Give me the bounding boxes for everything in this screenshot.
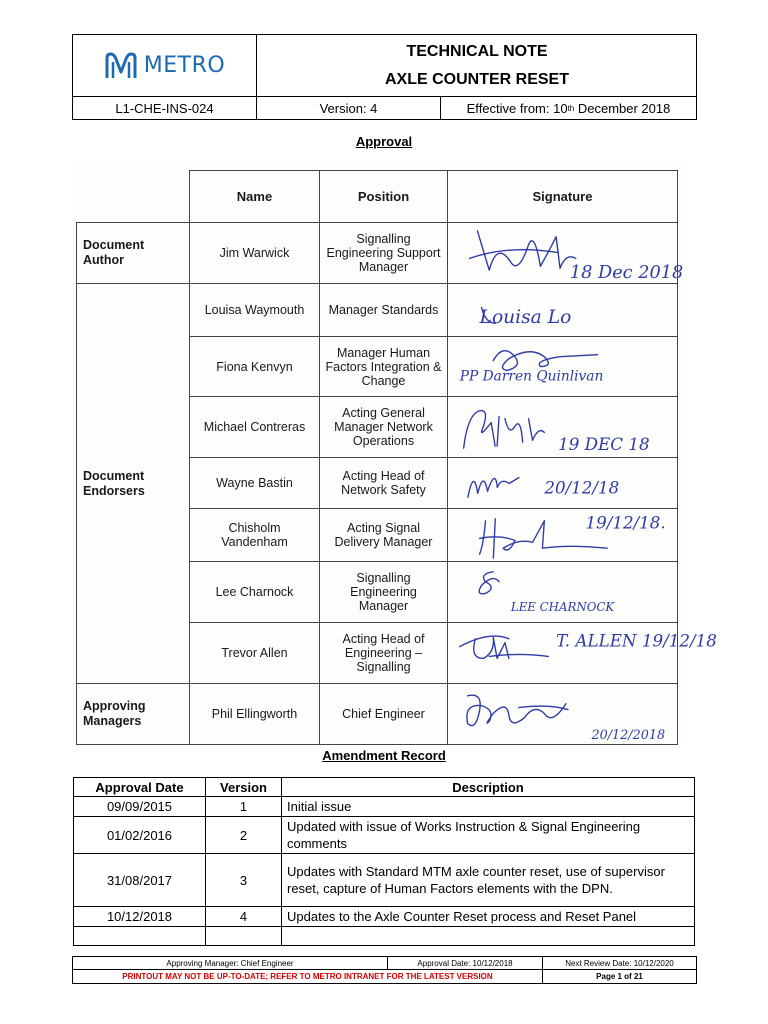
handwritten-signature [448, 458, 678, 508]
signature-text: LEE CHARNOCK [510, 600, 615, 615]
approval-row [77, 223, 678, 284]
amendment-version: 1 [206, 797, 282, 817]
table-row [74, 817, 695, 854]
amendment-header-row [74, 778, 695, 797]
amendment-date [74, 927, 206, 946]
col-signature-header: Signature [448, 171, 678, 223]
approval-row [77, 284, 678, 337]
amendment-date: 09/09/2015 [74, 797, 206, 817]
signature-date: 19/12/18. [585, 513, 666, 533]
handwritten-signature [448, 223, 684, 284]
signature-cell [448, 562, 678, 623]
signature-cell [448, 458, 678, 509]
col-approval-date-header: Approval Date [74, 778, 206, 797]
signatory-position: Acting General Manager Network Operations [320, 397, 448, 458]
signature-cell [448, 397, 678, 458]
title-line-1: TECHNICAL NOTE [406, 42, 548, 60]
signatory-position: Manager Human Factors Integration & Change [320, 337, 448, 397]
metro-logo [73, 35, 257, 96]
logo-wordmark: METRO [143, 53, 226, 78]
document-meta-row [73, 96, 696, 120]
signature-cell [448, 509, 678, 562]
footer-approval-date: Approval Date: 10/12/2018 [388, 957, 543, 969]
effective-date-prefix: Effective from: 10 [466, 101, 568, 116]
signatory-name: Jim Warwick [190, 223, 320, 284]
table-row [74, 854, 695, 907]
signature-cell [448, 223, 684, 284]
signatory-position: Chief Engineer [320, 684, 448, 745]
amendment-date: 31/08/2017 [74, 854, 206, 907]
amendment-version [206, 927, 282, 946]
amendment-version: 2 [206, 817, 282, 854]
document-id: L1-CHE-INS-024 [73, 97, 257, 120]
col-description-header: Description [282, 778, 695, 797]
effective-date-suffix: December 2018 [574, 101, 671, 116]
signatory-position: Manager Standards [320, 284, 448, 337]
signature-text: Louisa Lo [479, 307, 572, 329]
amendment-description: Initial issue [282, 797, 695, 817]
footer-warning-row [73, 970, 696, 983]
signatory-name: Phil Ellingworth [190, 684, 320, 745]
approval-header-row [77, 171, 678, 223]
signature-cell [448, 337, 678, 397]
handwritten-signature [448, 509, 678, 561]
document-footer [72, 956, 697, 984]
effective-date: Effective from: 10 th December 2018 [466, 101, 671, 116]
signatory-position: Acting Head of Network Safety [320, 458, 448, 509]
footer-meta-row [73, 957, 696, 970]
amendment-date: 10/12/2018 [74, 907, 206, 927]
col-position-header: Position [320, 171, 448, 223]
approval-table [76, 170, 717, 745]
signature-cell [448, 684, 678, 745]
approval-scan [76, 163, 717, 744]
signatory-name: Louisa Waymouth [190, 284, 320, 337]
signatory-name: Trevor Allen [190, 623, 320, 684]
signature-text: T. ALLEN 19/12/18 [556, 630, 717, 651]
document-version: Version: 4 [257, 97, 441, 120]
signature-date: 20/12/2018 [591, 728, 666, 744]
signatory-position: Signalling Engineering Support Manager [320, 223, 448, 284]
signature-cell [448, 623, 717, 684]
amendment-heading: Amendment Record [322, 748, 446, 763]
document-header [72, 34, 697, 120]
signature-date: 18 Dec 2018 [569, 263, 684, 284]
signatory-position: Signalling Engineering Manager [320, 562, 448, 623]
signatory-position: Acting Head of Engineering – Signalling [320, 623, 448, 684]
group-document-author: Document Author [77, 223, 190, 284]
amendment-description [282, 927, 695, 946]
amendment-version: 4 [206, 907, 282, 927]
handwritten-signature [448, 397, 678, 457]
group-document-endorsers: Document Endorsers [77, 284, 190, 684]
table-row [74, 907, 695, 927]
document-title [257, 35, 697, 96]
group-approving-managers: Approving Managers [77, 684, 190, 745]
amendment-description: Updates to the Axle Counter Reset process and Reset Panel [282, 907, 695, 927]
signature-cell [448, 284, 678, 337]
amendment-date: 01/02/2016 [74, 817, 206, 854]
signature-date: 19 DEC 18 [558, 434, 650, 455]
amendment-table [73, 777, 695, 946]
signatory-name: Michael Contreras [190, 397, 320, 458]
handwritten-signature [448, 623, 717, 683]
handwritten-signature [448, 562, 678, 622]
signatory-name: Wayne Bastin [190, 458, 320, 509]
page-number: Page 1 of 21 [596, 972, 643, 981]
col-version-header: Version [206, 778, 282, 797]
table-row [74, 927, 695, 946]
signatory-name: Fiona Kenvyn [190, 337, 320, 397]
table-row [74, 797, 695, 817]
footer-printout-warning: PRINTOUT MAY NOT BE UP-TO-DATE; REFER TO METRO INTRANET FOR THE LATEST VERSION [73, 970, 543, 983]
amendment-description: Updates with Standard MTM axle counter reset, use of supervisor reset, capture of Human Factors elements with the DPN. [282, 854, 695, 907]
approval-row [77, 684, 678, 745]
handwritten-signature [448, 284, 678, 336]
handwritten-signature [448, 337, 678, 396]
approval-header-blank [77, 171, 190, 223]
signature-text: PP Darren Quinlivan [459, 368, 604, 385]
metro-m-logo-icon [104, 52, 138, 80]
footer-next-review: Next Review Date: 10/12/2020 [565, 958, 674, 968]
col-name-header: Name [190, 171, 320, 223]
signatory-name: Chisholm Vandenham [190, 509, 320, 562]
handwritten-signature [448, 684, 678, 744]
amendment-version: 3 [206, 854, 282, 907]
signatory-position: Acting Signal Delivery Manager [320, 509, 448, 562]
amendment-description: Updated with issue of Works Instruction & Signal Engineering comments [282, 817, 695, 854]
footer-approving-manager: Approving Manager: Chief Engineer [73, 957, 388, 969]
approval-heading: Approval [355, 134, 413, 149]
signature-date: 20/12/18 [544, 478, 620, 498]
title-line-2: AXLE COUNTER RESET [384, 70, 569, 88]
signatory-name: Lee Charnock [190, 562, 320, 623]
